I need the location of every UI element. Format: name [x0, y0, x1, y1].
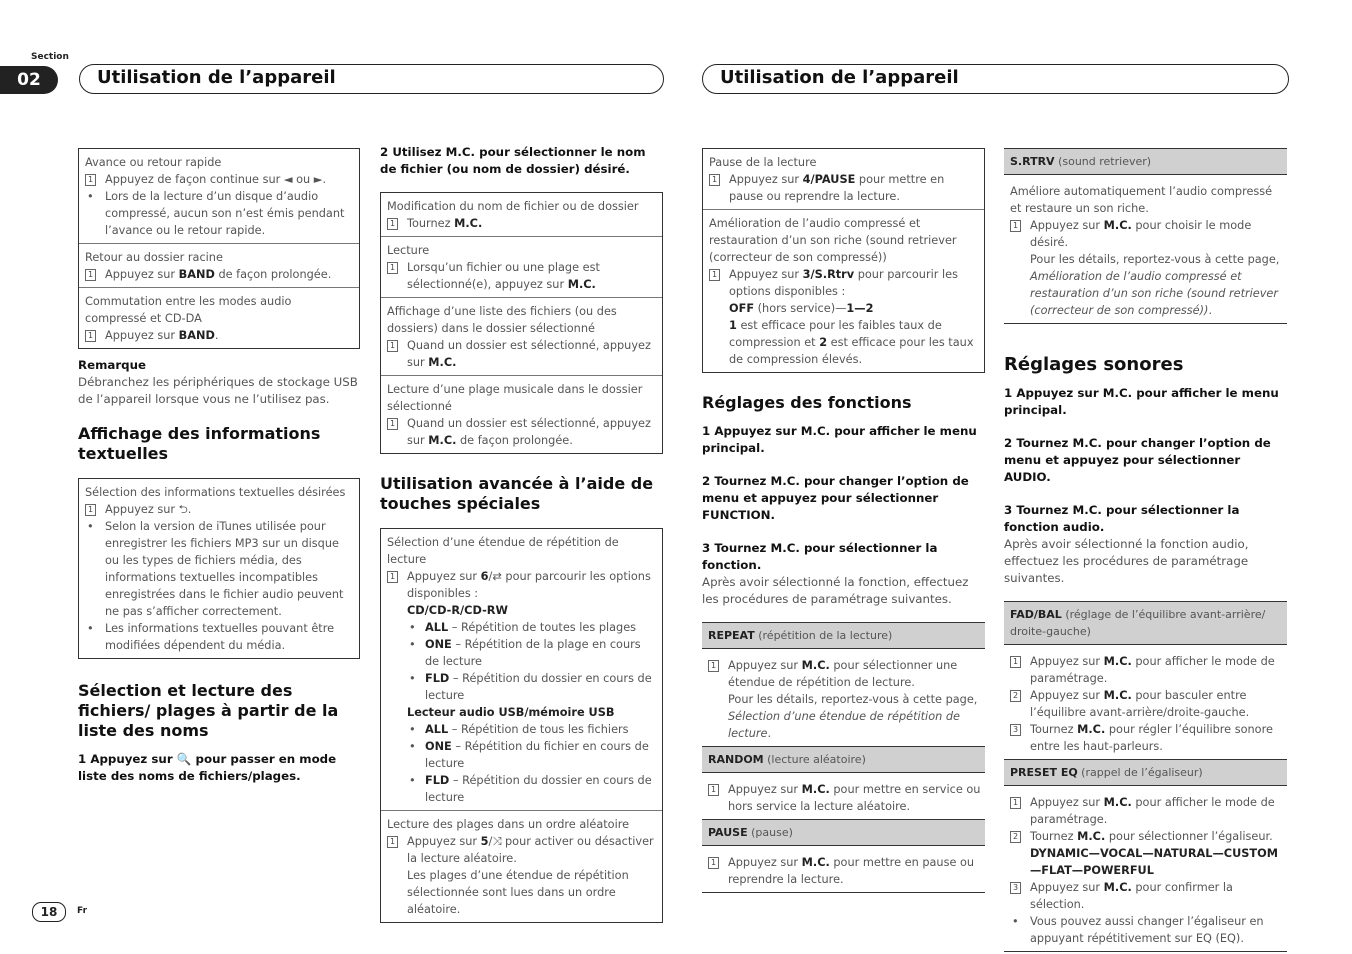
- text-info-box: [78, 478, 360, 659]
- step-text: Appuyez sur: [1030, 689, 1104, 702]
- step-text: Appuyez sur: [728, 659, 802, 672]
- step-1: 1 Appuyez sur 🔍 pour passer en mode liste des noms de fichiers/plages.: [78, 752, 337, 783]
- step: 1 Appuyez sur 6/⇄ pour parcourir les options disponibles :: [387, 568, 656, 602]
- header-right: [702, 64, 1289, 94]
- option-text: – Répétition de tous les fichiers: [448, 723, 629, 736]
- cell-repeat: [381, 529, 662, 810]
- option-key: 1: [729, 319, 737, 332]
- function-name: RANDOM: [708, 753, 764, 766]
- cell-title: Affichage d’une liste des fichiers (ou des dossiers) dans le dossier sélectionné: [387, 305, 617, 335]
- cell-title: Sélection des informations textuelles désirées: [85, 486, 346, 499]
- key-label: BAND: [178, 268, 215, 281]
- step-text: Tournez: [407, 217, 455, 230]
- step-text: de façon prolongée.: [456, 434, 573, 447]
- playback-box: [78, 148, 360, 349]
- note-text: Pour les détails, reportez-vous à cette page,: [1030, 253, 1280, 266]
- option-text: – Répétition de toutes les plages: [448, 621, 637, 634]
- eq-list: DYNAMIC—VOCAL—NATURAL—CUSTOM —FLAT—POWERFUL: [1030, 847, 1278, 877]
- pause-box: [702, 148, 985, 373]
- option-key: FLD: [425, 672, 450, 685]
- step-2: 2 Utilisez M.C. pour sélectionner le nom de fichier (ou nom de dossier) désiré.: [380, 145, 646, 176]
- step: 1 Appuyez sur M.C. pour choisir le mode désiré.: [1010, 217, 1287, 251]
- random-header: [702, 747, 985, 773]
- step-text: pour basculer entre l’équilibre avant-arrière/droite-gauche.: [1030, 689, 1250, 719]
- heading-sonores: Réglages sonores: [1004, 354, 1184, 375]
- bullet: • Les informations textuelles pouvant être modifiées dépendent du média.: [85, 620, 353, 654]
- step-text: Appuyez sur: [1030, 219, 1104, 232]
- step: 1 Appuyez sur M.C. pour mettre en service ou hors service la lecture aléatoire.: [708, 781, 985, 815]
- step: 1 Quand un dossier est sélectionné, appuyez sur M.C. de façon prolongée.: [387, 415, 656, 449]
- repeat-box: [380, 528, 663, 923]
- cell-title: Lecture des plages dans un ordre aléatoire: [387, 818, 630, 831]
- cell-title: Avance ou retour rapide: [85, 156, 222, 169]
- key-label: M.C.: [428, 356, 457, 369]
- srtrv-header: [1004, 148, 1287, 175]
- option-text: – Répétition du dossier en cours de lecture: [425, 672, 652, 702]
- step-text: Quand un dossier est sélectionné, appuyez sur: [407, 339, 651, 369]
- option-sep: —: [854, 302, 866, 315]
- fad-body: [1004, 645, 1287, 760]
- step-text: Appuyez sur: [728, 856, 802, 869]
- function-step-3: 3 Tournez M.C. pour sélectionner la fonction.: [702, 541, 938, 572]
- function-name: REPEAT: [708, 629, 755, 642]
- cell-title: Modification du nom de fichier ou de dossier: [387, 200, 639, 213]
- note-text: Pour les détails, reportez-vous à cette page,: [728, 693, 978, 706]
- key-label: M.C.: [801, 783, 830, 796]
- step-text: pour sélectionner l’égaliseur.: [1105, 830, 1273, 843]
- srtrv-desc: Améliore automatiquement l’audio compressé et restaure un son riche.: [1010, 185, 1273, 215]
- cell-fast-forward: [79, 149, 359, 243]
- section-number-badge: 02: [0, 66, 58, 94]
- column-2: [380, 144, 663, 923]
- cell-folder-list: [381, 297, 662, 375]
- key-label: 6: [480, 570, 489, 583]
- step-text: de façon prolongée.: [214, 268, 332, 281]
- option-key: 1: [846, 302, 855, 315]
- cell-title: Pause de la lecture: [709, 156, 817, 169]
- step: 1 Tournez M.C.: [387, 215, 656, 232]
- usb-option: [387, 738, 656, 772]
- cell-title: Sélection d’une étendue de répétition de lecture: [387, 536, 619, 566]
- step: 2 Appuyez sur M.C. pour basculer entre l’équilibre avant-arrière/droite-gauche.: [1010, 687, 1287, 721]
- step-text: Appuyez sur: [1030, 655, 1104, 668]
- step-text: Lorsqu’un fichier ou une plage est sélectionné(e), appuyez sur: [407, 261, 600, 291]
- step: 1 Appuyez sur 5/⤨ pour activer ou désactiver la lecture aléatoire.: [387, 833, 656, 867]
- page-number: 18: [32, 902, 66, 922]
- function-desc: (rappel de l’égaliseur): [1077, 766, 1203, 779]
- key-label: M.C.: [1103, 219, 1132, 232]
- option-text: est efficace pour les taux de compression élevés.: [729, 336, 974, 366]
- options-line: [709, 300, 978, 317]
- cell-random: [381, 810, 662, 922]
- cell-rename: [381, 193, 662, 236]
- function-desc: (répétition de la lecture): [754, 629, 893, 642]
- step: 1 Lorsqu’un fichier ou une plage est sélectionné(e), appuyez sur M.C.: [387, 259, 656, 293]
- remark-text: Débranchez les périphériques de stockage USB de l’appareil lorsque vous ne l’utilisez pas.: [78, 375, 358, 406]
- step-text: Appuyez sur: [729, 173, 803, 186]
- eq-body: [1004, 786, 1287, 952]
- function-desc: (réglage de l’équilibre avant-arrière/ droite-gauche): [1010, 608, 1266, 638]
- key-label: M.C.: [567, 278, 596, 291]
- heading-affichage: Affichage des informations textuelles: [78, 424, 321, 463]
- step: 1 Appuyez sur 3/S.Rtrv pour parcourir les options disponibles :: [709, 266, 978, 300]
- key-label: 5: [480, 835, 489, 848]
- step-text: Tournez: [1030, 723, 1078, 736]
- section-label: Section: [31, 52, 69, 62]
- step: 1 Appuyez sur BAND.: [85, 327, 353, 344]
- function-name: FAD/BAL: [1010, 608, 1062, 621]
- srtrv-body: [1004, 175, 1287, 324]
- function-name: PRESET EQ: [1010, 766, 1078, 779]
- step: 1 Appuyez de façon continue sur ◄ ou ►.: [85, 171, 353, 188]
- option-key: ALL: [425, 723, 449, 736]
- step-text: pour mettre en pause ou reprendre la lecture.: [729, 173, 945, 203]
- step-text: Appuyez sur: [407, 570, 481, 583]
- column-4: [1004, 148, 1287, 952]
- cd-option: [387, 619, 656, 636]
- option-text: (hors service)—: [754, 302, 847, 315]
- key-label: BAND: [178, 329, 215, 342]
- function-desc: (sound retriever): [1054, 155, 1152, 168]
- step-text: /⇄ pour parcourir les options disponibles :: [407, 570, 651, 600]
- function-name: PAUSE: [708, 826, 748, 839]
- audio-step-2: 2 Tournez M.C. pour changer l’option de menu et appuyez pour sélectionner AUDIO.: [1004, 436, 1271, 484]
- step: 1 Appuyez sur 4/PAUSE pour mettre en pause ou reprendre la lecture.: [709, 171, 978, 205]
- option-key: FLD: [425, 774, 450, 787]
- step: 1 Appuyez sur ⮌.: [85, 501, 353, 518]
- step-text: Quand un dossier est sélectionné, appuyez sur: [407, 417, 651, 447]
- step-text: pour mettre en service ou hors service la lecture aléatoire.: [728, 783, 981, 813]
- cd-option: [387, 670, 656, 704]
- heading-selection: Sélection et lecture des fichiers/ plages à partir de la liste des noms: [78, 681, 339, 740]
- option-key: OFF: [729, 302, 755, 315]
- option-text: – Répétition du dossier en cours de lecture: [425, 774, 652, 804]
- note: Pour les détails, reportez-vous à cette page, Sélection d’une étendue de répétition de lecture.: [728, 693, 978, 740]
- step-text: pour confirmer la sélection.: [1030, 881, 1233, 911]
- random-body: [702, 773, 985, 820]
- remark-title: Remarque: [78, 358, 146, 372]
- cell-play-in-folder: [381, 375, 662, 453]
- note-ref: Sélection d’une étendue de répétition de lecture: [728, 710, 960, 740]
- key-label: 4/PAUSE: [802, 173, 856, 186]
- usb-option: [387, 721, 656, 738]
- function-desc: (pause): [747, 826, 793, 839]
- step-text: pour choisir le mode désiré.: [1030, 219, 1252, 249]
- step-text: Appuyez de façon continue sur ◄ ou ►.: [105, 173, 327, 186]
- option-key: 2: [865, 302, 874, 315]
- note: Les plages d’une étendue de répétition sélectionnée sont lues dans un ordre aléatoire.: [407, 869, 629, 916]
- heading-avancee: Utilisation avancée à l’aide de touches spéciales: [380, 474, 654, 513]
- step-text: .: [214, 329, 219, 342]
- step-text: pour mettre en pause ou reprendre la lecture.: [728, 856, 975, 886]
- header-left: [79, 64, 664, 94]
- step-text: pour sélectionner une étendue de répétition de lecture.: [728, 659, 958, 689]
- pause-header: [702, 820, 985, 846]
- step-text: Appuyez sur: [729, 268, 803, 281]
- eq-header: [1004, 760, 1287, 786]
- cd-option: [387, 636, 656, 670]
- key-label: M.C.: [454, 217, 483, 230]
- cell-root-folder: [79, 243, 359, 287]
- key-label: M.C.: [1077, 723, 1106, 736]
- option-text: – Répétition de la plage en cours de lecture: [425, 638, 641, 668]
- usb-option: [387, 772, 656, 806]
- step: 1 Appuyez sur M.C. pour afficher le mode de paramétrage.: [1010, 794, 1287, 828]
- option-text: est efficace pour les faibles taux de compression et: [729, 319, 942, 349]
- step-text: Appuyez sur: [728, 783, 802, 796]
- step: 1 Appuyez sur M.C. pour sélectionner une étendue de répétition de lecture.: [708, 657, 985, 691]
- cell-sound-retriever: [703, 209, 984, 372]
- step: 1 Appuyez sur M.C. pour afficher le mode de paramétrage.: [1010, 653, 1287, 687]
- function-step-2: 2 Tournez M.C. pour changer l’option de menu et appuyez pour sélectionner FUNCTION.: [702, 474, 969, 522]
- option-key: ONE: [425, 740, 452, 753]
- cell-mode-switch: [79, 287, 359, 348]
- step-text: pour régler l’équilibre sonore entre les haut-parleurs.: [1030, 723, 1273, 753]
- step-text: pour afficher le mode de paramétrage.: [1030, 655, 1275, 685]
- note-ref: Amélioration de l’audio compressé et restauration d’un son riche (sound retriever (correcteur de son compressé)): [1030, 270, 1279, 317]
- cell-title: Commutation entre les modes audio compressé et CD-DA: [85, 295, 292, 325]
- column-1: [78, 148, 360, 785]
- column-3: [702, 148, 985, 893]
- step-text: pour afficher le mode de paramétrage.: [1030, 796, 1275, 826]
- repeat-header: [702, 622, 985, 649]
- step: 3 Tournez M.C. pour régler l’équilibre sonore entre les haut-parleurs.: [1010, 721, 1287, 755]
- bullet: • Vous pouvez aussi changer l’égaliseur en appuyant répétitivement sur EQ (EQ).: [1010, 913, 1287, 947]
- step-text: /⤨ pour activer ou désactiver la lecture aléatoire.: [407, 835, 654, 865]
- fad-header: [1004, 601, 1287, 645]
- step-text: Appuyez sur ⮌.: [105, 503, 192, 516]
- key-label: M.C.: [1103, 689, 1132, 702]
- option-key: 2: [819, 336, 828, 349]
- cell-title: Lecture d’une plage musicale dans le dossier sélectionné: [387, 383, 643, 413]
- cell-title: Lecture: [387, 244, 430, 257]
- key-label: M.C.: [1103, 796, 1132, 809]
- cell-text-info: [79, 479, 359, 658]
- cell-title: Retour au dossier racine: [85, 251, 223, 264]
- key-label: M.C.: [1103, 655, 1132, 668]
- step: 1 Appuyez sur M.C. pour mettre en pause ou reprendre la lecture.: [708, 854, 985, 888]
- option-text: – Répétition du fichier en cours de lecture: [425, 740, 649, 770]
- step-text: Tournez: [1030, 830, 1078, 843]
- step-text: Appuyez sur: [105, 268, 179, 281]
- step: 1 Quand un dossier est sélectionné, appuyez sur M.C.: [387, 337, 656, 371]
- audio-step-3: 3 Tournez M.C. pour sélectionner la fonction audio.: [1004, 503, 1240, 534]
- pause-body: [702, 846, 985, 893]
- key-label: M.C.: [1103, 881, 1132, 894]
- audio-step-1: 1 Appuyez sur M.C. pour afficher le menu principal.: [1004, 386, 1279, 417]
- bullet: • Selon la version de iTunes utilisée pour enregistrer les fichiers MP3 sur un disque ou les types de fichiers média, des informations textuelles incompatibles enregistrées dans le fichier audio peuvent ne pas s’afficher correctement.: [85, 518, 353, 620]
- repeat-body: [702, 649, 985, 747]
- cell-play: [381, 236, 662, 297]
- options-note: [709, 317, 978, 368]
- function-step-3-text: Après avoir sélectionné la fonction, effectuez les procédures de paramétrage suivantes.: [702, 575, 969, 606]
- key-label: M.C.: [801, 856, 830, 869]
- step: 3 Appuyez sur M.C. pour confirmer la sélection.: [1010, 879, 1287, 913]
- header-right-title: Utilisation de l’appareil: [720, 67, 959, 88]
- key-label: M.C.: [428, 434, 457, 447]
- function-step-1: 1 Appuyez sur M.C. pour afficher le menu principal.: [702, 424, 977, 455]
- heading-fonctions: Réglages des fonctions: [702, 393, 912, 412]
- file-box: [380, 192, 663, 454]
- language-code: Fr: [77, 906, 88, 916]
- audio-step-3-text: Après avoir sélectionné la fonction audio, effectuez les procédures de paramétrage suivantes.: [1004, 537, 1249, 585]
- key-label: 3/S.Rtrv: [802, 268, 855, 281]
- usb-heading: Lecteur audio USB/mémoire USB: [407, 706, 615, 719]
- cell-pause: [703, 149, 984, 209]
- step-text: Appuyez sur: [1030, 881, 1104, 894]
- note: Pour les détails, reportez-vous à cette page, Amélioration de l’audio compressé et restauration d’un son riche (sound retriever (correcteur de son compressé)).: [1030, 253, 1280, 317]
- header-left-title: Utilisation de l’appareil: [97, 67, 336, 88]
- bullet: • Lors de la lecture d’un disque d’audio compressé, aucun son n’est émis pendant l’avance ou le retour rapide.: [85, 188, 353, 239]
- cd-heading: CD/CD-R/CD-RW: [407, 604, 508, 617]
- step-text: pour parcourir les options disponibles :: [729, 268, 958, 298]
- key-label: M.C.: [801, 659, 830, 672]
- function-desc: (lecture aléatoire): [763, 753, 866, 766]
- cell-title: Amélioration de l’audio compressé et restauration d’un son riche (sound retriever (correcteur de son compressé)): [709, 217, 957, 264]
- option-key: ONE: [425, 638, 452, 651]
- key-label: M.C.: [1077, 830, 1106, 843]
- step-text: Appuyez sur: [407, 835, 481, 848]
- step: 1 Appuyez sur BAND de façon prolongée.: [85, 266, 353, 283]
- step-text: Appuyez sur: [1030, 796, 1104, 809]
- step-text: Appuyez sur: [105, 329, 179, 342]
- step: 2 Tournez M.C. pour sélectionner l’égaliseur.: [1010, 828, 1287, 845]
- function-name: S.RTRV: [1010, 155, 1055, 168]
- option-key: ALL: [425, 621, 449, 634]
